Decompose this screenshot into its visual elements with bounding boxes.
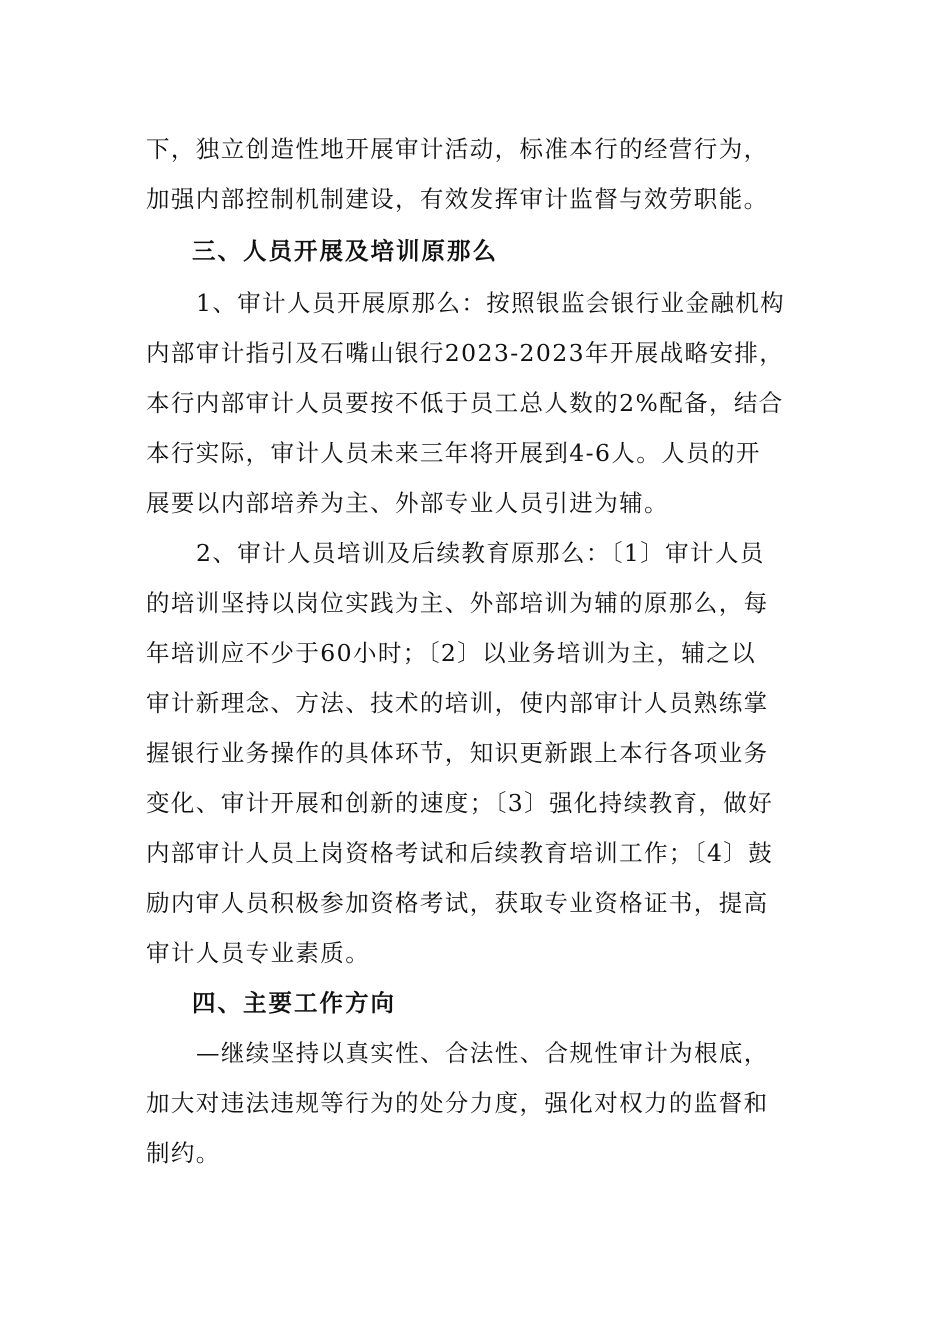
section-3-item-2-line-5: 握银行业务操作的具体环节，知识更新跟上本行各项业务 [146,739,769,767]
section-3-item-1-line-3: 本行内部审计人员要按不低于员工总人数的2%配备，结合 [146,389,784,417]
section-4-heading: 四、主要工作方向 [192,989,396,1017]
section-3-item-2-line-8: 励内审人员积极参加资格考试，获取专业资格证书，提高 [146,889,769,917]
section-3-item-1-line-1: 1、审计人员开展原那么：按照银监会银行业金融机构 [196,289,786,317]
section-4-para-line-3: 制约。 [146,1139,221,1167]
section-3-item-1-line-2: 内部审计指引及石嘴山银行2023-2023年开展战略安排， [146,339,785,367]
section-4-para-line-1: —继续坚持以真实性、合法性、合规性审计为根底， [196,1039,769,1067]
section-3-item-2-line-4: 审计新理念、方法、技术的培训，使内部审计人员熟练掌 [146,689,769,717]
intro-line-2: 加强内部控制机制建设，有效发挥审计监督与效劳职能。 [146,185,769,213]
section-3-item-2-line-2: 的培训坚持以岗位实践为主、外部培训为辅的原那么，每 [146,589,769,617]
section-4-para-line-2: 加大对违法违规等行为的处分力度，强化对权力的监督和 [146,1089,769,1117]
section-3-item-2-line-9: 审计人员专业素质。 [146,939,371,967]
section-3-item-2-line-7: 内部审计人员上岗资格考试和后续教育培训工作；〔4〕鼓 [146,839,774,867]
section-3-item-2-line-6: 变化、审计开展和创新的速度；〔3〕强化持续教育，做好 [146,789,774,817]
section-3-item-1-line-5: 展要以内部培养为主、外部专业人员引进为辅。 [146,489,669,517]
section-3-heading: 三、人员开展及培训原那么 [192,237,498,265]
intro-line-1: 下，独立创造性地开展审计活动，标准本行的经营行为， [146,135,769,163]
section-3-item-2-line-3: 年培训应不少于60小时；〔2〕以业务培训为主，辅之以 [146,639,757,667]
section-3-item-1-line-4: 本行实际，审计人员未来三年将开展到4-6人。人员的开 [146,439,761,467]
section-3-item-2-line-1: 2、审计人员培训及后续教育原那么：〔1〕审计人员 [196,539,765,567]
